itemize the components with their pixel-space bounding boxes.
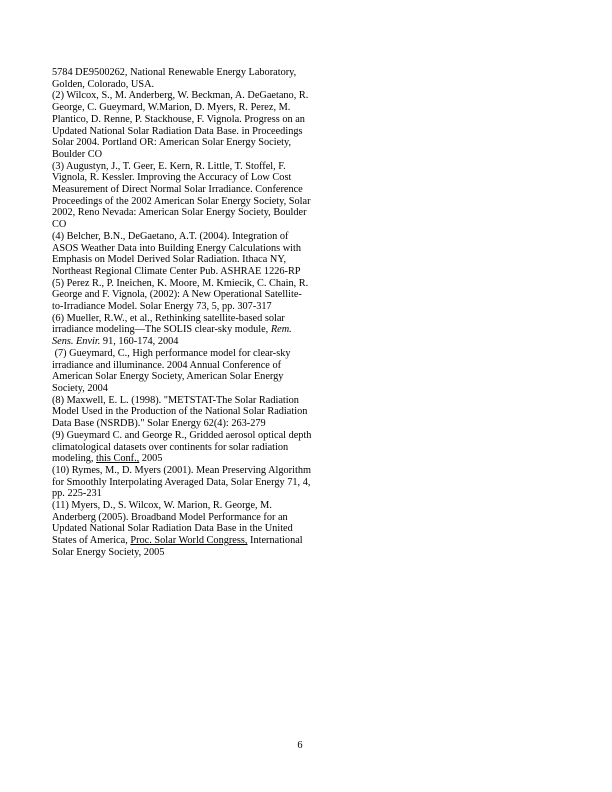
reference-text-segment: (10) Rymes, M., D. Myers (2001). Mean Preserving Algorithm for Smoothly Interpolating Averaged Data, Solar Energy 71, 4, pp. 225-231 (52, 464, 314, 500)
reference-text-segment: (8) Maxwell, E. L. (1998). "METSTAT-The Solar Radiation Model Used in the Production of the National Solar Radiation Data Base (NSRDB)." Solar Energy 62(4): 263-279 (52, 394, 310, 430)
reference-entry (52, 465, 312, 500)
reference-entry (52, 395, 312, 430)
reference-entry (52, 429, 315, 465)
reference-text-segment: 91, 160-174, 2004 (100, 336, 179, 348)
reference-text-segment: 2005 (139, 453, 163, 465)
reference-entry (52, 90, 312, 160)
reference-text-segment: 5784 DE9500262, National Renewable Energy Laboratory, Golden, Colorado, USA. (52, 67, 299, 90)
reference-entry (52, 348, 312, 395)
reference-text-segment: Proc. Solar World Congress, (130, 535, 248, 547)
references-list (52, 67, 315, 559)
reference-text-segment: (6) Mueller, R.W., et al., Rethinking satellite-based solar irradiance modeling—The SOLIS clear-sky module, (52, 312, 288, 336)
reference-text-segment: this Conf., (96, 453, 140, 465)
reference-text-segment: International Solar Energy Society, 2005 (52, 535, 306, 558)
reference-text-segment: (7) Gueymard, C., High performance model for clear-sky irradiance and illuminance. 2004 Annual Conference of American Solar Energy Society, American Solar Energy Society, 2004 (52, 347, 294, 394)
page-number: 6 (297, 740, 303, 751)
reference-entry (52, 67, 312, 90)
reference-text-segment: Rem. Sens. Envir. (52, 324, 295, 348)
reference-entry (52, 231, 312, 278)
reference-entry (52, 161, 312, 231)
reference-text-segment: (4) Belcher, B.N., DeGaetano, A.T. (2004). Integration of ASOS Weather Data into Building Energy Calculations with Emphasis on Model Derived Solar Radiation. Ithaca NY, Northeast Regional Climate Center Pub. ASHRAE 1226-RP (52, 230, 304, 277)
reference-entry (52, 313, 312, 348)
reference-entry (52, 278, 312, 313)
reference-entry (52, 500, 312, 559)
reference-text-segment: (2) Wilcox, S., M. Anderberg, W. Beckman, A. DeGaetano, R. George, C. Gueymard, W.Marion, D. Myers, R. Perez, M. Plantico, D. Renne, P. Stackhouse, F. Vignola. Progress on an Updated National Solar Radiation Data Base. in Proceedings Solar 2004. Portland OR: American Solar Energy Society, Boulder CO (52, 90, 311, 160)
reference-text-segment: (9) Gueymard C. and George R., Gridded aerosol optical depth climatological datasets over continents for solar radiation modeling, (52, 429, 315, 465)
reference-text-segment: (5) Perez R., P. Ineichen, K. Moore, M. Kmiecik, C. Chain, R. George and F. Vignola, (2002): A New Operational Satellite-to-Irradiance Model. Solar Energy 73, 5, pp. 307-317 (52, 277, 311, 313)
reference-text-segment: (3) Augustyn, J., T. Geer, E. Kern, R. Little, T. Stoffel, F. Vignola, R. Kessler. Improving the Accuracy of Low Cost Measurement of Direct Normal Solar Irradiance. Conference Proceedings of the 2002 American Solar Energy Society, Solar 2002, Reno Nevada: American Solar Energy Society, Boulder CO (52, 160, 314, 231)
reference-text-segment: (11) Myers, D., S. Wilcox, W. Marion, R. George, M. Anderberg (2005). Broadband Model Performance for an Updated National Solar Radiation Data Base in the United States of America, (52, 500, 296, 547)
